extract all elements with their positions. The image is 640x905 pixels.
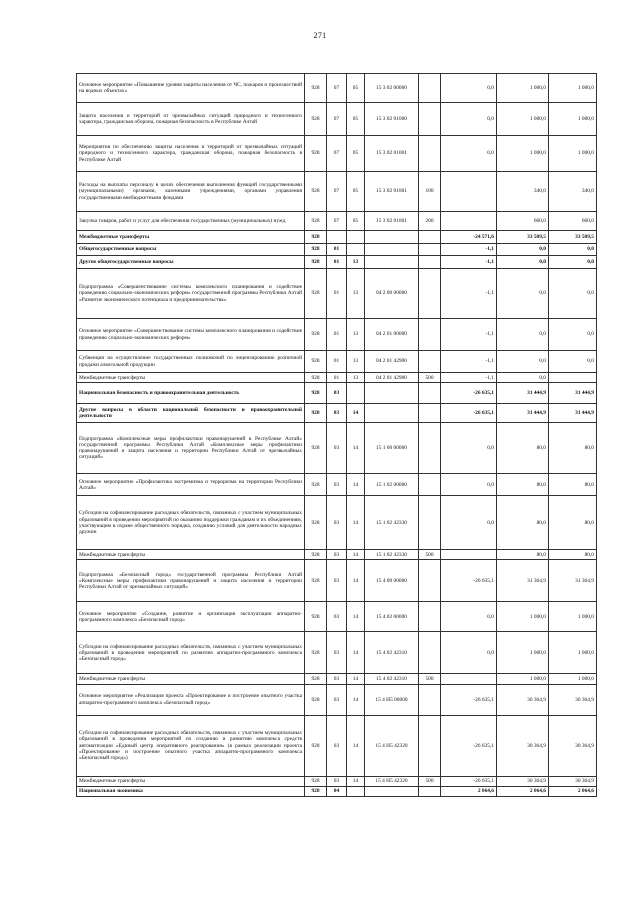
cell-section: 01 [327, 256, 347, 269]
table-row [77, 684, 597, 715]
cell-amount-2: 340,0 [497, 172, 549, 212]
cell-amount-3: 0,0 [549, 244, 597, 256]
cell-target-article: 15 4 Н5 42320 [365, 776, 419, 786]
row-name: Другие вопросы в области национальной безопасности и правоохранительной деятельности [77, 404, 305, 423]
table-row [77, 256, 597, 269]
cell-amount-2: 1 000,0 [497, 674, 549, 684]
cell-amount-3: 1 000,0 [549, 674, 597, 684]
row-name: Основное мероприятие «Повышение уровня защиты населения от ЧС, пожаров и происшествий на водных объектах» [77, 74, 305, 103]
table-row [77, 404, 597, 423]
cell-amount-1: -26 635,1 [441, 684, 497, 715]
cell-amount-1 [441, 172, 497, 212]
cell-amount-3: 1 000,0 [549, 103, 597, 136]
cell-amount-1 [441, 674, 497, 684]
cell-section: 03 [327, 674, 347, 684]
cell-target-article [365, 404, 419, 423]
cell-amount-3: 80,0 [549, 550, 597, 560]
cell-subsection: 14 [347, 474, 365, 496]
cell-expense-type [419, 632, 441, 674]
cell-expense-type: 100 [419, 172, 441, 212]
table-row [77, 383, 597, 404]
cell-section: 03 [327, 474, 347, 496]
table-row [77, 231, 597, 244]
cell-section: 03 [327, 423, 347, 474]
row-name: Подпрограмма «Совершенствование системы комплексного планирования и содействие проведению социально-экономических реформ» государственной программы Республики Алтай «Развитие экономического потенциала и предпринимательства» [77, 269, 305, 319]
cell-subsection: 13 [347, 319, 365, 351]
cell-subsection: 14 [347, 684, 365, 715]
cell-expense-type [419, 269, 441, 319]
cell-expense-type [419, 319, 441, 351]
cell-expense-type [419, 256, 441, 269]
cell-amount-2: 2 064,6 [497, 786, 549, 796]
cell-amount-1: 2 064,6 [441, 786, 497, 796]
cell-amount-3: 30 364,9 [549, 776, 597, 786]
cell-subsection [347, 786, 365, 796]
cell-grbs: 928 [305, 172, 327, 212]
row-name: Межбюджетные трансферты [77, 373, 305, 383]
cell-grbs: 928 [305, 103, 327, 136]
cell-expense-type [419, 423, 441, 474]
cell-amount-3: 30 364,9 [549, 684, 597, 715]
cell-target-article: 04 2 01 00000 [365, 319, 419, 351]
cell-target-article [365, 231, 419, 244]
row-name: Субсидии на софинансирование расходных обязательств, связанных с участием муниципальных образований в проведении мероприятий по развитию аппаратно-программного комплекса «Безопасный город» [77, 632, 305, 674]
cell-amount-2: 30 364,9 [497, 684, 549, 715]
cell-subsection: 14 [347, 674, 365, 684]
cell-expense-type [419, 404, 441, 423]
cell-amount-2: 80,0 [497, 423, 549, 474]
cell-subsection [347, 244, 365, 256]
cell-amount-1 [441, 550, 497, 560]
cell-expense-type [419, 560, 441, 602]
cell-amount-1: 0,0 [441, 496, 497, 550]
row-name: Основное мероприятие «Создание, развитие и организация эксплуатации аппаратно-программного комплекса «Безопасный город» [77, 602, 305, 632]
row-name: Закупка товаров, работ и услуг для обеспечения государственных (муниципальных) нужд [77, 212, 305, 231]
cell-grbs: 928 [305, 256, 327, 269]
cell-amount-3: 340,0 [549, 172, 597, 212]
cell-target-article: 15 4 Н5 42320 [365, 715, 419, 776]
cell-grbs: 928 [305, 74, 327, 103]
cell-expense-type [419, 74, 441, 103]
cell-grbs: 928 [305, 632, 327, 674]
cell-grbs: 928 [305, 715, 327, 776]
cell-section: 03 [327, 404, 347, 423]
cell-expense-type [419, 496, 441, 550]
cell-amount-3: 0,0 [549, 319, 597, 351]
cell-section: 01 [327, 351, 347, 373]
cell-amount-1: -26 635,1 [441, 404, 497, 423]
cell-amount-1: 0,0 [441, 103, 497, 136]
cell-section: 03 [327, 684, 347, 715]
cell-amount-2: 80,0 [497, 474, 549, 496]
cell-expense-type [419, 136, 441, 172]
cell-grbs: 928 [305, 212, 327, 231]
cell-amount-3: 80,0 [549, 474, 597, 496]
cell-amount-3: 31 444,9 [549, 404, 597, 423]
cell-amount-3: 660,0 [549, 212, 597, 231]
row-name: Субсидии на софинансирование расходных обязательств, связанных с участием муниципальных образований в проведении мероприятий по созданию и развитию комплекса средств автоматизации «Единый центр оперативного реагирования» (в рамках реализации проекта «Проектирование и построение опытного участка аппаратно-программного комплекса «Безопасный город») [77, 715, 305, 776]
cell-grbs: 928 [305, 404, 327, 423]
cell-amount-2: 30 364,9 [497, 715, 549, 776]
cell-subsection: 14 [347, 632, 365, 674]
cell-amount-2: 1 000,0 [497, 136, 549, 172]
cell-amount-2: 660,0 [497, 212, 549, 231]
cell-subsection: 05 [347, 103, 365, 136]
cell-expense-type [419, 103, 441, 136]
row-name: Подпрограмма «Комплексные меры профилактики правонарушений в Республике Алтай» государственной программы Республики Алтай «Комплексные меры профилактики правонарушений и защита населения и территории Республики Алтай от чрезвычайных ситуаций» [77, 423, 305, 474]
row-name: Субвенции на осуществление государственных полномочий по лицензированию розничной продажи алкогольной продукции [77, 351, 305, 373]
page-number: 271 [313, 31, 327, 40]
cell-grbs: 928 [305, 423, 327, 474]
cell-grbs: 928 [305, 684, 327, 715]
cell-expense-type: 500 [419, 674, 441, 684]
table-row [77, 244, 597, 256]
cell-amount-3: 31 444,9 [549, 383, 597, 404]
cell-grbs: 928 [305, 244, 327, 256]
cell-amount-1: 0,0 [441, 632, 497, 674]
row-name: Общегосударственные вопросы [77, 244, 305, 256]
cell-amount-2: 80,0 [497, 496, 549, 550]
cell-amount-2: 30 364,9 [497, 776, 549, 786]
cell-amount-2: 1 000,0 [497, 602, 549, 632]
cell-target-article: 15 3 02 01000 [365, 103, 419, 136]
cell-grbs: 928 [305, 136, 327, 172]
cell-target-article: 15 4 02 42310 [365, 632, 419, 674]
cell-amount-2: 0,0 [497, 373, 549, 383]
cell-amount-3: 0,0 [549, 256, 597, 269]
cell-section: 04 [327, 786, 347, 796]
cell-amount-1: 0,0 [441, 602, 497, 632]
cell-amount-1: -24 571,6 [441, 231, 497, 244]
cell-subsection: 14 [347, 496, 365, 550]
cell-section: 07 [327, 103, 347, 136]
cell-target-article: 04 2 01 42900 [365, 351, 419, 373]
cell-amount-3: 1 000,0 [549, 602, 597, 632]
cell-section: 03 [327, 560, 347, 602]
cell-target-article: 15 3 02 01001 [365, 136, 419, 172]
cell-grbs: 928 [305, 319, 327, 351]
cell-subsection [347, 383, 365, 404]
cell-amount-2: 33 509,5 [497, 231, 549, 244]
cell-section: 03 [327, 383, 347, 404]
cell-amount-2: 31 444,9 [497, 404, 549, 423]
cell-target-article [365, 256, 419, 269]
cell-grbs: 928 [305, 550, 327, 560]
cell-amount-1: -26 635,1 [441, 715, 497, 776]
cell-expense-type [419, 715, 441, 776]
cell-expense-type [419, 231, 441, 244]
cell-subsection: 14 [347, 715, 365, 776]
cell-section: 01 [327, 319, 347, 351]
cell-section: 03 [327, 715, 347, 776]
cell-grbs: 928 [305, 373, 327, 383]
cell-target-article: 04 2 00 00000 [365, 269, 419, 319]
row-name: Национальная безопасность и правоохранительная деятельность [77, 383, 305, 404]
cell-target-article: 15 1 00 00000 [365, 423, 419, 474]
cell-subsection: 14 [347, 602, 365, 632]
table-row [77, 786, 597, 796]
table-row [77, 212, 597, 231]
table-row [77, 496, 597, 550]
row-name: Подпрограмма «Безопасный город» государственной программы Республики Алтай «Комплексные меры профилактики правонарушений и защита населения и территории Республики Алтай от чрезвычайных ситуаций» [77, 560, 305, 602]
row-name: Межбюджетные трансферты [77, 674, 305, 684]
cell-amount-3: 30 364,9 [549, 715, 597, 776]
cell-amount-1: -1,1 [441, 351, 497, 373]
table-row [77, 351, 597, 373]
cell-expense-type [419, 244, 441, 256]
cell-section [327, 231, 347, 244]
cell-section: 03 [327, 632, 347, 674]
budget-table [76, 73, 597, 797]
cell-grbs: 928 [305, 674, 327, 684]
cell-amount-2: 0,0 [497, 244, 549, 256]
cell-amount-3: 1 000,0 [549, 74, 597, 103]
cell-section: 03 [327, 602, 347, 632]
cell-expense-type [419, 786, 441, 796]
table-row [77, 74, 597, 103]
cell-expense-type: 200 [419, 212, 441, 231]
row-name: Основное мероприятие «Совершенствование системы комплексного планирования и содействие проведению социально-экономических реформ» [77, 319, 305, 351]
row-name: Межбюджетные трансферты [77, 776, 305, 786]
table-row [77, 776, 597, 786]
cell-amount-2: 31 444,9 [497, 383, 549, 404]
table-row [77, 715, 597, 776]
cell-subsection: 14 [347, 550, 365, 560]
cell-amount-3: 0,0 [549, 351, 597, 373]
table-row [77, 172, 597, 212]
row-name: Субсидии на софинансирование расходных обязательств, связанных с участием муниципальных образований в проведении мероприятий по оказанию поддержки гражданам и их объединениям, участвующим в охране общественного порядка, созданию условий для деятельности народных дружин [77, 496, 305, 550]
cell-amount-1: -1,1 [441, 319, 497, 351]
cell-expense-type: 500 [419, 776, 441, 786]
cell-expense-type [419, 383, 441, 404]
cell-target-article: 04 2 01 42900 [365, 373, 419, 383]
cell-amount-1: -1,1 [441, 256, 497, 269]
cell-section: 07 [327, 136, 347, 172]
cell-target-article: 15 3 02 01001 [365, 172, 419, 212]
cell-amount-1: 0,0 [441, 423, 497, 474]
cell-target-article [365, 383, 419, 404]
cell-section: 03 [327, 776, 347, 786]
cell-subsection: 14 [347, 423, 365, 474]
cell-grbs: 928 [305, 383, 327, 404]
cell-expense-type [419, 684, 441, 715]
cell-amount-1: -1,1 [441, 373, 497, 383]
cell-amount-2: 1 000,0 [497, 632, 549, 674]
cell-amount-2: 0,0 [497, 319, 549, 351]
cell-subsection: 13 [347, 256, 365, 269]
cell-amount-1: 0,0 [441, 136, 497, 172]
cell-expense-type [419, 474, 441, 496]
table-row [77, 632, 597, 674]
cell-grbs: 928 [305, 269, 327, 319]
row-name: Межбюджетные трансферты [77, 550, 305, 560]
cell-section: 07 [327, 172, 347, 212]
cell-amount-1: 0,0 [441, 74, 497, 103]
cell-grbs: 928 [305, 231, 327, 244]
cell-expense-type [419, 602, 441, 632]
cell-amount-3: 1 000,0 [549, 632, 597, 674]
table-row [77, 550, 597, 560]
cell-grbs: 928 [305, 776, 327, 786]
cell-amount-2: 0,0 [497, 256, 549, 269]
cell-expense-type: 500 [419, 373, 441, 383]
table-row [77, 319, 597, 351]
cell-subsection: 14 [347, 404, 365, 423]
cell-target-article: 15 3 02 00000 [365, 74, 419, 103]
table-row [77, 474, 597, 496]
cell-subsection: 05 [347, 74, 365, 103]
cell-grbs: 928 [305, 474, 327, 496]
cell-amount-2: 1 000,0 [497, 103, 549, 136]
cell-amount-3: 33 509,5 [549, 231, 597, 244]
cell-amount-1: 0,0 [441, 474, 497, 496]
cell-section: 01 [327, 373, 347, 383]
table-row [77, 269, 597, 319]
cell-target-article: 15 4 02 00000 [365, 602, 419, 632]
table-row [77, 423, 597, 474]
table-row [77, 103, 597, 136]
table-row [77, 373, 597, 383]
cell-amount-3: 80,0 [549, 496, 597, 550]
cell-amount-1: -1,1 [441, 269, 497, 319]
cell-target-article: 15 1 02 42330 [365, 496, 419, 550]
row-name: Мероприятия по обеспечению защиты населения и территорий от чрезвычайных ситуаций природного и техногенного характера, гражданская оборона, пожарная безопасность в Республике Алтай [77, 136, 305, 172]
cell-subsection: 14 [347, 776, 365, 786]
cell-amount-3: 2 064,6 [549, 786, 597, 796]
cell-grbs: 928 [305, 786, 327, 796]
cell-grbs: 928 [305, 560, 327, 602]
cell-target-article: 15 4 02 42310 [365, 674, 419, 684]
row-name: Основное мероприятие «Профилактика экстремизма и терроризма на территории Республики Алтай» [77, 474, 305, 496]
cell-amount-2: 1 000,0 [497, 74, 549, 103]
table-row [77, 560, 597, 602]
cell-subsection: 05 [347, 212, 365, 231]
cell-amount-3: 1 000,0 [549, 136, 597, 172]
cell-grbs: 928 [305, 496, 327, 550]
cell-subsection: 13 [347, 373, 365, 383]
row-name: Защита населения и территорий от чрезвычайных ситуаций природного и техногенного характера, гражданская оборона, пожарная безопасность в Республике Алтай [77, 103, 305, 136]
cell-amount-3: 80,0 [549, 423, 597, 474]
cell-grbs: 928 [305, 602, 327, 632]
cell-expense-type: 500 [419, 550, 441, 560]
cell-target-article: 15 3 02 01001 [365, 212, 419, 231]
cell-amount-1: -1,1 [441, 244, 497, 256]
row-name: Основное мероприятие «Реализация проекта «Проектирование и построение опытного участка аппаратно-программного комплекса «Безопасный город» [77, 684, 305, 715]
cell-section: 07 [327, 74, 347, 103]
cell-amount-3: 31 364,9 [549, 560, 597, 602]
row-name: Межбюджетные трансферты [77, 231, 305, 244]
cell-amount-2: 31 364,9 [497, 560, 549, 602]
cell-amount-1: -26 635,1 [441, 776, 497, 786]
row-name: Расходы на выплаты персоналу в целях обеспечения выполнения функций государственными (муниципальными) органами, казенными учреждениями, органами управления государственными внебюджетными фондами [77, 172, 305, 212]
cell-target-article [365, 786, 419, 796]
cell-amount-2: 80,0 [497, 550, 549, 560]
cell-subsection [347, 231, 365, 244]
cell-amount-3: 0,0 [549, 269, 597, 319]
table-row [77, 602, 597, 632]
cell-subsection: 14 [347, 560, 365, 602]
cell-amount-2: 0,0 [497, 269, 549, 319]
cell-section: 03 [327, 550, 347, 560]
cell-subsection: 05 [347, 172, 365, 212]
cell-amount-1 [441, 212, 497, 231]
cell-target-article: 15 1 02 42330 [365, 550, 419, 560]
cell-subsection: 05 [347, 136, 365, 172]
cell-subsection: 13 [347, 269, 365, 319]
cell-target-article: 15 4 00 00000 [365, 560, 419, 602]
row-name: Национальная экономика [77, 786, 305, 796]
cell-section: 07 [327, 212, 347, 231]
cell-section: 01 [327, 244, 347, 256]
cell-amount-1: -26 635,1 [441, 560, 497, 602]
table-row [77, 674, 597, 684]
cell-expense-type [419, 351, 441, 373]
cell-target-article: 15 1 02 00000 [365, 474, 419, 496]
cell-section: 03 [327, 496, 347, 550]
row-name: Другие общегосударственные вопросы [77, 256, 305, 269]
cell-amount-2: 0,0 [497, 351, 549, 373]
cell-target-article: 15 4 Н5 00000 [365, 684, 419, 715]
cell-target-article [365, 244, 419, 256]
cell-section: 01 [327, 269, 347, 319]
cell-subsection: 13 [347, 351, 365, 373]
table-row [77, 136, 597, 172]
cell-grbs: 928 [305, 351, 327, 373]
cell-amount-3 [549, 373, 597, 383]
cell-amount-1: -26 635,1 [441, 383, 497, 404]
